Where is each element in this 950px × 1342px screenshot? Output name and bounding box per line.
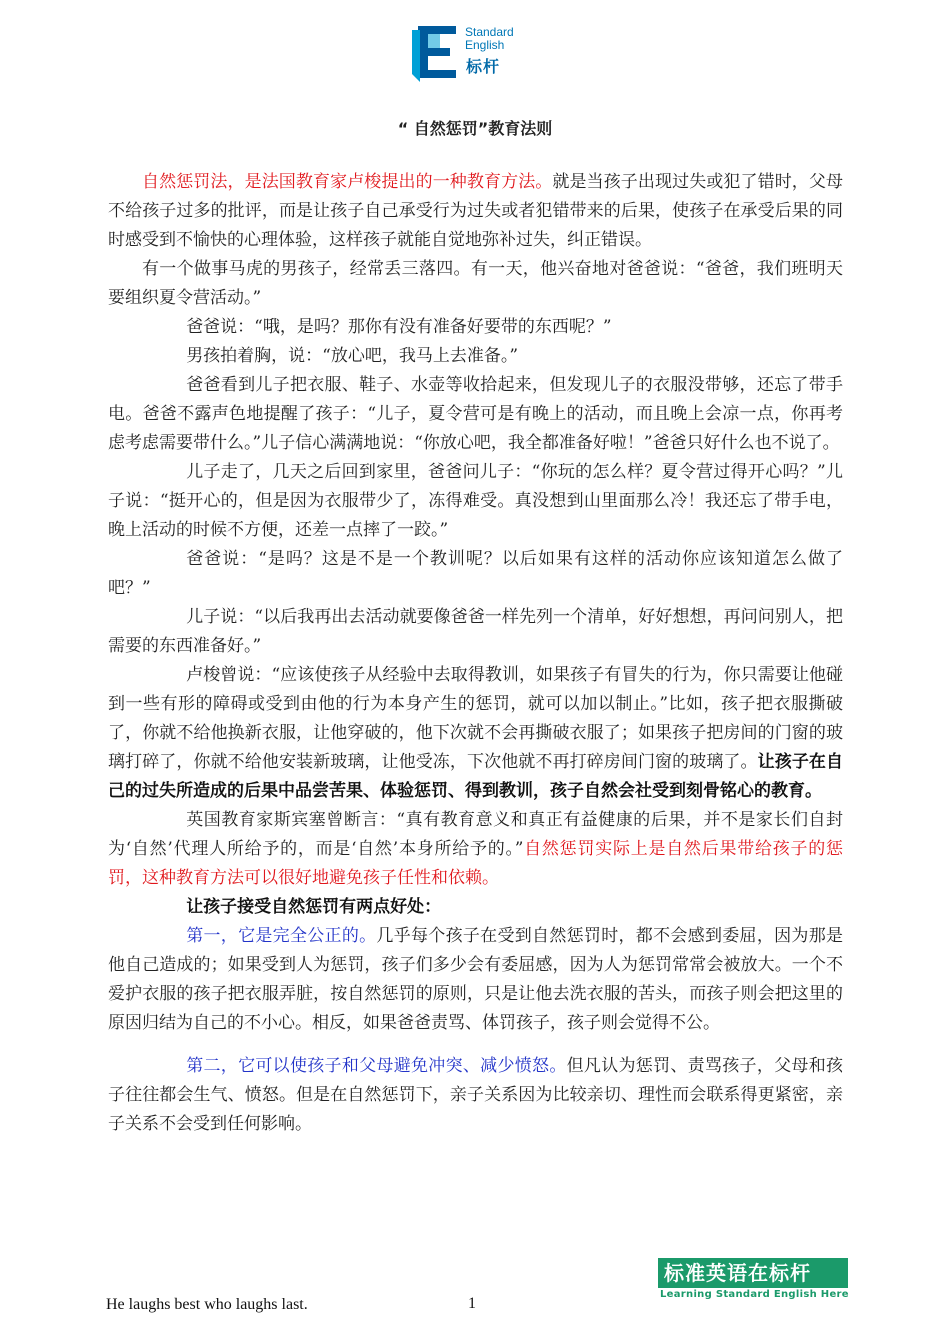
paragraph-spencer xyxy=(108,806,843,893)
intro-text: 就是当孩子出现过失或犯了错时，父母不给孩子过多的批评，而是让孩子自己承受行为过失或者犯错带来的后果，使孩子在承受后果的同时感受到不愉快的心理体验，这样孩子就能自觉地弥补过失，纠正错误。 xyxy=(108,172,844,250)
paragraph-dialogue-3: 爸爸说：“是吗？这是不是一个教训呢？以后如果有这样的活动你应该知道怎么做了吧？” xyxy=(108,549,843,598)
paragraph-dialogue-4: 儿子说：“以后我再出去活动就要像爸爸一样先列一个清单，好好想想，再问问别人，把需要的东西准备好。” xyxy=(108,607,843,656)
e-logo-icon xyxy=(410,24,460,82)
intro-highlight: 自然惩罚法，是法国教育家卢梭提出的一种教育方法。 xyxy=(142,172,553,192)
brand-logo xyxy=(410,24,520,88)
rousseau-text: 卢梭曾说：“应该使孩子从经验中去取得教训，如果孩子有冒失的行为，你只需要让他碰到一些有形的障碍或受到由他的行为本身产生的惩罚，就可以加以制止。”比如，孩子把衣服撕破了，你就不给他换新衣服，让他穿破的，他下次就不会再撕破衣服了；如果孩子把房间的门窗的玻璃打碎了，你就不给他安装新玻璃，让他受冻，下次他就不再打碎房间门窗的玻璃了。 xyxy=(108,665,843,772)
footer-banner: 标准英语在标杆 xyxy=(658,1258,848,1288)
benefit-2-highlight: 第二，它可以使孩子和父母避免冲突、减少愤怒。 xyxy=(186,1056,567,1076)
paragraph-benefits-heading: 让孩子接受自然惩罚有两点好处： xyxy=(186,897,442,917)
paragraph-return: 儿子走了，几天之后回到家里，爸爸问儿子：“你玩的怎么样？夏令营过得开心吗？”儿子说：“挺开心的，但是因为衣服带少了，冻得难受。真没想到山里面那么冷！我还忘了带手电，晚上活动的时候不方便，还差一点摔了一跤。” xyxy=(108,462,843,540)
spencer-text: 英国教育家斯宾塞曾断言：“真有教育意义和真正有益健康的后果，并不是家长们自封为‘自然’代理人所给予的，而是‘自然’本身所给予的。” xyxy=(108,810,843,859)
paragraph-intro xyxy=(108,168,843,255)
footer-tagline: Learning Standard English Here xyxy=(660,1289,849,1300)
paragraph-dialogue-1: 爸爸说：“哦，是吗？那你有没有准备好要带的东西呢？” xyxy=(186,317,612,337)
footer-logo xyxy=(658,1258,848,1302)
paragraph-benefit-1 xyxy=(108,922,843,1038)
footer-quote: He laughs best who laughs last. xyxy=(106,1296,308,1313)
page-title: “ 自然惩罚”教育法则 xyxy=(397,119,553,138)
benefit-2-text: 但凡认为惩罚、责骂孩子，父母和孩子往往都会生气、愤怒。但是在自然惩罚下，亲子关系因为比较亲切、理性而会联系得更紧密，亲子关系不会受到任何影响。 xyxy=(108,1056,844,1134)
page-number: 1 xyxy=(468,1295,476,1312)
spencer-highlight: 自然惩罚实际上是自然后果带给孩子的惩罚，这种教育方法可以很好地避免孩子任性和依赖。 xyxy=(108,839,843,888)
rousseau-bold: 让孩子在自己的过失所造成的后果中品尝苦果、体验惩罚、得到教训，孩子自然会社受到刻骨铭心的教育。 xyxy=(108,752,844,801)
logo-text-cn: 标杆 xyxy=(466,57,501,76)
paragraph-dialogue-2: 男孩拍着胸，说：“放心吧，我马上去准备。” xyxy=(186,346,519,366)
logo-text-standard: Standard English xyxy=(465,25,514,52)
paragraph-rousseau xyxy=(108,661,843,806)
benefit-1-highlight: 第一，它是完全公正的。 xyxy=(186,926,377,946)
paragraph-story-start: 有一个做事马虎的男孩子，经常丢三落四。有一天，他兴奋地对爸爸说：“爸爸，我们班明天要组织夏令营活动。” xyxy=(108,259,843,308)
paragraph-packing: 爸爸看到儿子把衣服、鞋子、水壶等收拾起来，但发现儿子的衣服没带够，还忘了带手电。爸爸不露声色地提醒了孩子：“儿子，夏令营可是有晚上的活动，而且晚上会凉一点，你再考虑考虑需要带什么。”儿子信心满满地说：“你放心吧，我全都准备好啦！”爸爸只好什么也不说了。 xyxy=(108,375,843,453)
benefit-1-text: 几乎每个孩子在受到自然惩罚时，都不会感到委屈，因为那是他自己造成的；如果受到人为惩罚，孩子们多少会有委屈感，因为人为惩罚常常会被放大。一个不爱护衣服的孩子把衣服弄脏，按自然惩罚的原则，只是让他去洗衣服的苦头，而孩子则会把这里的原因归结为自己的不小心。相反，如果爸爸责骂、体罚孩子，孩子则会觉得不公。 xyxy=(108,926,844,1033)
article-body xyxy=(108,168,843,1139)
paragraph-benefit-2 xyxy=(108,1052,843,1139)
